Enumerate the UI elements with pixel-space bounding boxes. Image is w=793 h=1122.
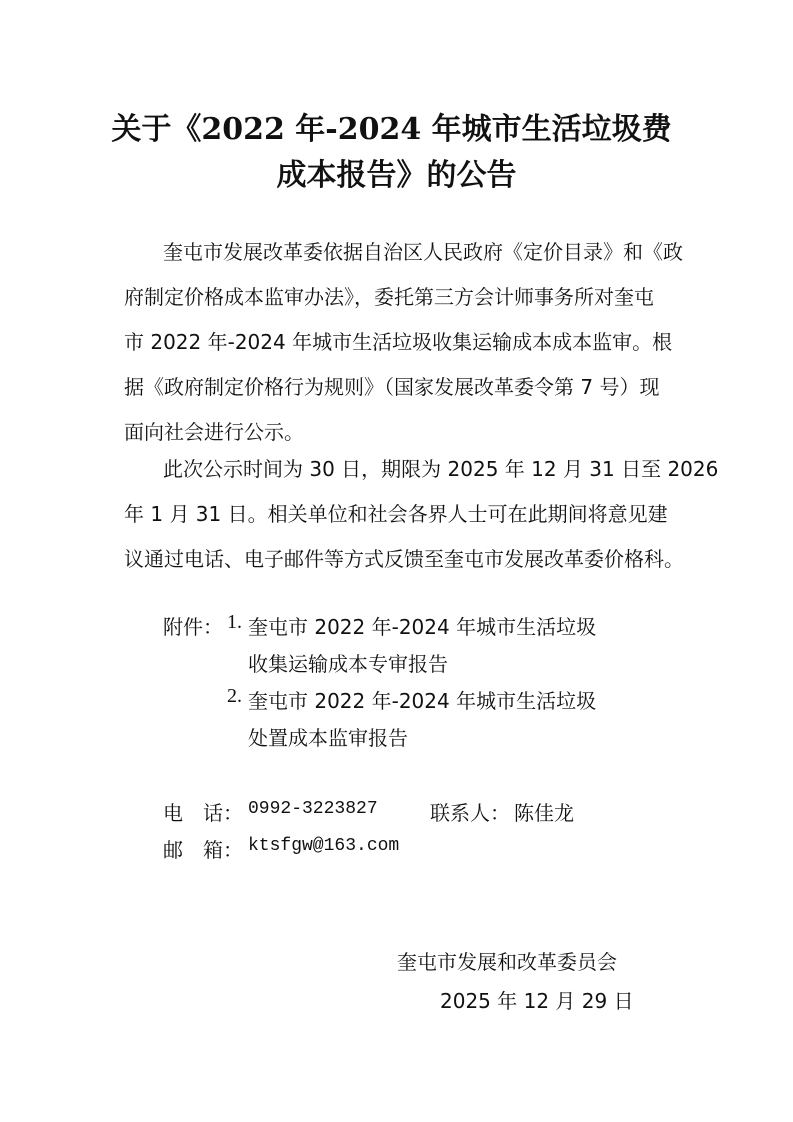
document-title-line-1: 关于《2022 年-2024 年城市生活垃圾费	[111, 112, 672, 147]
attachment-2-title-cont: 处置成本监审报告	[248, 726, 408, 750]
paragraph-1-line: 面向社会进行公示。	[124, 420, 304, 444]
attachment-1-number: 1.	[227, 611, 242, 633]
document-title-line-2: 成本报告》的公告	[276, 158, 517, 193]
paragraph-2-line: 议通过电话、电子邮件等方式反馈至奎屯市发展改革委价格科。	[124, 547, 684, 571]
issuing-organization: 奎屯市发展和改革委员会	[397, 950, 617, 974]
attachment-2-number: 2.	[227, 685, 242, 707]
paragraph-1-line: 奎屯市发展改革委依据自治区人民政府《定价目录》和《政	[163, 240, 683, 264]
contact-person-label: 联系人：	[430, 801, 510, 825]
paragraph-2-line: 年 1 月 31 日。相关单位和社会各界人士可在此期间将意见建	[124, 502, 668, 526]
attachment-2-title: 奎屯市 2022 年-2024 年城市生活垃圾	[248, 689, 597, 713]
paragraph-1-line: 市 2022 年-2024 年城市生活垃圾收集运输成本成本监审。根	[124, 330, 673, 354]
attachments-label: 附件：	[163, 615, 223, 639]
phone-number: 0992-3223827	[248, 799, 378, 819]
paragraph-2-line: 此次公示时间为 30 日，期限为 2025 年 12 月 31 日至 2026	[163, 457, 719, 481]
paragraph-1-line: 府制定价格成本监审办法》，委托第三方会计师事务所对奎屯	[124, 285, 654, 309]
attachment-1-title-cont: 收集运输成本专审报告	[248, 652, 448, 676]
issue-date: 2025 年 12 月 29 日	[440, 989, 634, 1013]
phone-label: 电 话：	[163, 801, 243, 825]
paragraph-1-line: 据《政府制定价格行为规则》（国家发展改革委令第 7 号）现	[124, 375, 660, 399]
contact-person-name: 陈佳龙	[514, 801, 574, 825]
email-label: 邮 箱：	[163, 838, 243, 862]
attachment-1-title: 奎屯市 2022 年-2024 年城市生活垃圾	[248, 615, 597, 639]
email-address: ktsfgw@163.com	[248, 836, 400, 856]
